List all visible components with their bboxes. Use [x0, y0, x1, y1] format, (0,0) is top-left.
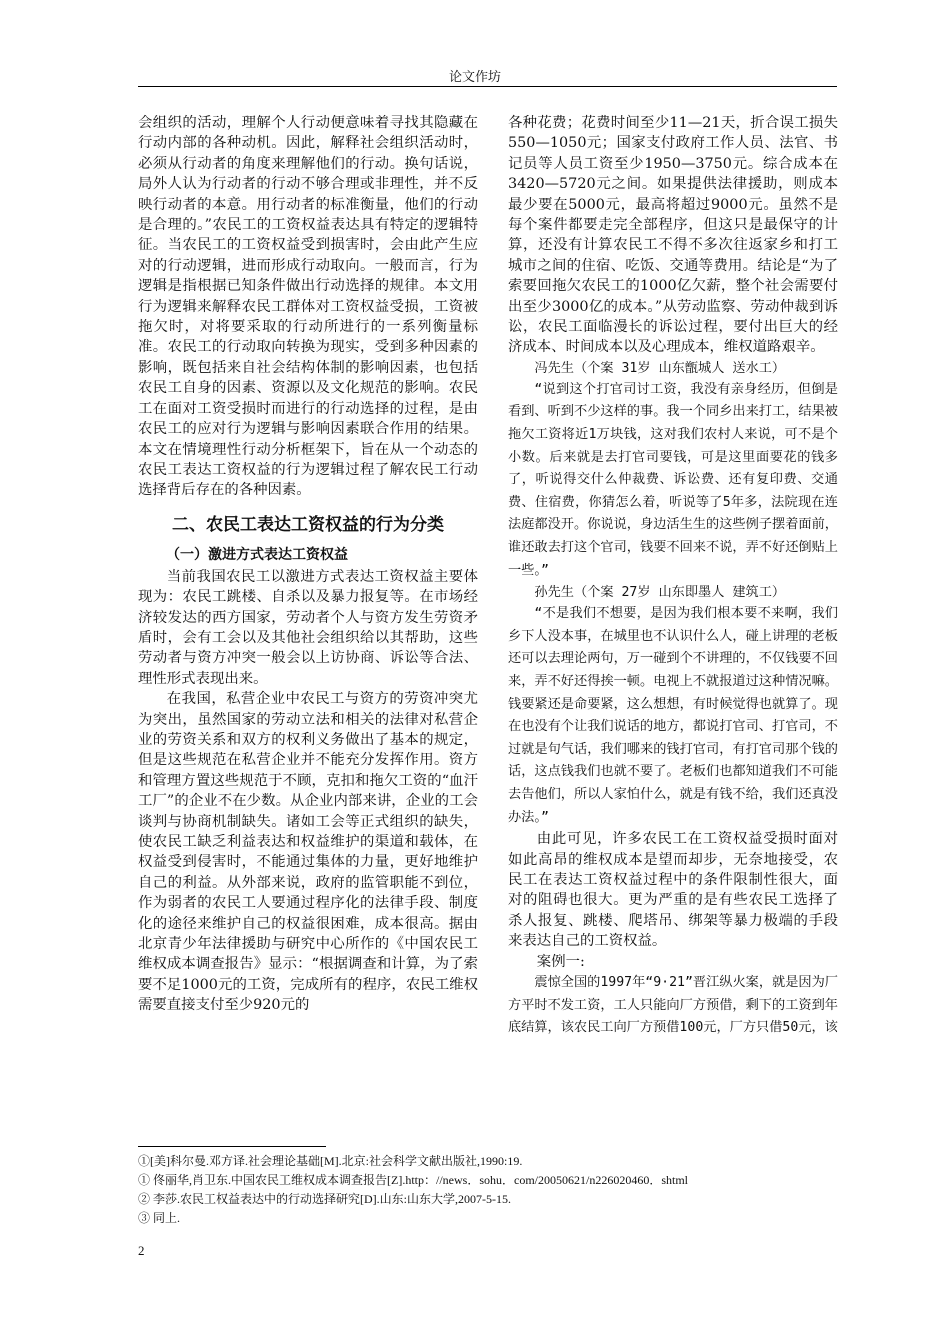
case-text: 震惊全国的1997年“9·21”晋江纵火案，就是因为厂方平时不发工资，工人只能向厂方预借，剩下的工资到年底结算，该农民工向厂方预借100元，厂方只借50元，该	[508, 975, 838, 1036]
body-paragraph: 当前我国农民工以激进方式表达工资权益主要体现为：农民工跳楼、自杀以及暴力报复等。在市场经济较发达的西方国家，劳动者个人与资方发生劳资矛盾时，会有工会以及其他社会组织给以其帮助，这些劳动者与资方冲突一般会以上访协商、诉讼等合法、理性形式表现出来。	[138, 568, 478, 687]
left-column	[138, 113, 478, 1016]
footnotes	[138, 1152, 838, 1228]
subsection-title: （一）激进方式表达工资权益	[166, 546, 348, 563]
case-label: 案例一:	[536, 953, 585, 970]
right-column	[508, 113, 838, 1040]
footnote: ③ 同上.	[138, 1211, 181, 1225]
footnote: ①[美]科尔曼.邓方译.社会理论基础[M].北京:社会科学文献出版社,1990:19.	[138, 1154, 523, 1168]
footnote-rule	[138, 1146, 326, 1147]
body-paragraph: 在我国，私营企业中农民工与资方的劳资冲突尤为突出，虽然国家的劳动立法和相关的法律对私营企业的劳资关系和双方的权利义务做出了基本的规定，但是这些规范在私营企业并不能充分发挥作用。资方和管理方置这些规范于不顾，克扣和拖欠工资的“血汗工厂”的企业不在少数。从企业内部来讲，企业的工会谈判与协商机制缺失。诸如工会等正式组织的缺失，使农民工缺乏利益表达和权益维护的渠道和载体，在权益受到侵害时，不能通过集体的力量，更好地维护自己的利益。从外部来说，政府的监管职能不到位，作为弱者的农民工人要通过程序化的法律手段、制度化的途径来维护自己的权益很困难，成本很高。据由北京青少年法律援助与研究中心所作的《中国农民工维权成本调查报告》显示：“根据调查和计算，为了索要不足1000元的工资，完成所有的程序，农民工维权需要直接支付至少920元的	[138, 691, 478, 1014]
header-rule	[138, 86, 837, 87]
page-number: 2	[138, 1243, 145, 1258]
interviewee-label: 冯先生（个案 31岁 山东甑城人 送水工）	[534, 360, 786, 376]
interview-quote: “说到这个打官司讨工资，我没有亲身经历，但倒是看到、听到不少这样的事。我一个同乡出来打工，结果被拖欠工资将近1万块钱，这对我们农村人来说，可不是个小数。后来就是去打官司要钱，可是这里面要花的钱多了，听说得交什么仲裁费、诉讼费、还有复印费、交通费、住宿费，你猜怎么着，听说等了5年多，法院现在连法庭都没开。你说说，身边活生生的这些例子摆着面前，谁还敢去打这个官司，钱要不回来不说，弄不好还倒贴上一些。”	[508, 381, 838, 578]
footnote: ① 佟丽华,肖卫东.中国农民工维权成本调查报告[Z].http：//news．sohu．com/20050621/n226020460．shtml	[138, 1173, 688, 1187]
interview-quote: “不是我们不想要，是因为我们根本要不来啊，我们乡下人没本事，在城里也不认识什么人，碰上讲理的老板还可以去理论两句，万一碰到个不讲理的，不仅钱要不回来，弄不好还得挨一顿。电视上不就报道过这种情况嘛。钱要紧还是命要紧，这么想想，有时候觉得也就算了。现在也没有个让我们说话的地方，都说打官司、打官司，不过就是句气话，我们哪来的钱打官司，有打官司那个钱的话，这点钱我们也就不要了。老板们也都知道我们不可能去告他们，所以人家怕什么，就是有钱不给，我们还真没办法。”	[508, 606, 838, 825]
body-paragraph: 各种花费；花费时间至少11—21天，折合误工损失550—1050元；国家支付政府工作人员、法官、书记员等人员工资至少1950—3750元。综合成本在3420—5720元之间。如果提供法律援助，则成本最少要在5000元，最高将超过9000元。虽然不是每个案件都要走完全部程序，但这只是最保守的计算，还没有计算农民工不得不多次往返家乡和打工城市之间的住宿、吃饭、交通等费用。结论是“为了索要回拖欠农民工的1000亿欠薪，整个社会需要付出至少3000亿的成本。”从劳动监察、劳动仲裁到诉讼，农民工面临漫长的诉讼过程，要付出巨大的经济成本、时间成本以及心理成本，维权道路艰辛。	[508, 115, 838, 356]
section-title: 二、农民工表达工资权益的行为分类	[172, 514, 444, 535]
body-paragraph: 由此可见，许多农民工在工资权益受损时面对如此高昂的维权成本是望而却步，无奈地接受，农民工在表达工资权益过程中的条件限制性很大，面对的阻碍也很大。更为严重的是有些农民工选择了杀人报复、跳楼、爬塔吊、绑架等暴力极端的手段来表达自己的工资权益。	[508, 831, 838, 950]
page-header-title: 论文作坊	[448, 70, 501, 85]
footnote: ② 李莎.农民工权益表达中的行动选择研究[D].山东:山东大学,2007-5-15.	[138, 1192, 511, 1206]
interviewee-label: 孙先生（个案 27岁 山东即墨人 建筑工）	[534, 585, 786, 601]
body-paragraph: 会组织的活动，理解个人行动便意味着寻找其隐藏在行动内部的各种动机。因此，解释社会组织活动时，必须从行动者的角度来理解他们的行动。换句话说，局外人认为行动者的行动不够合理或非理性，并不反映行动者的本意。用行动者的标准衡量，他们的行动是合理的。”农民工的工资权益表达具有特定的逻辑特征。当农民工的工资权益受到损害时，会由此产生应对的行动逻辑，进而形成行动取向。一般而言，行为逻辑是指根据已知条件做出行动选择的规律。本文用行为逻辑来解释农民工群体对工资权益受损，工资被拖欠时，对将要采取的行动所进行的一系列衡量标准。农民工的行动取向转换为现实，受到多种因素的影响，既包括来自社会结构体制的影响因素，也包括农民工自身的因素、资源以及文化规范的影响。农民工在面对工资受损时而进行的行动选择的过程，是由农民工的应对行为逻辑与影响因素联合作用的结果。本文在情境理性行动分析框架下，旨在从一个动态的农民工表达工资权益的行为逻辑过程了解农民工行动选择背后存在的各种因素。	[138, 115, 478, 499]
